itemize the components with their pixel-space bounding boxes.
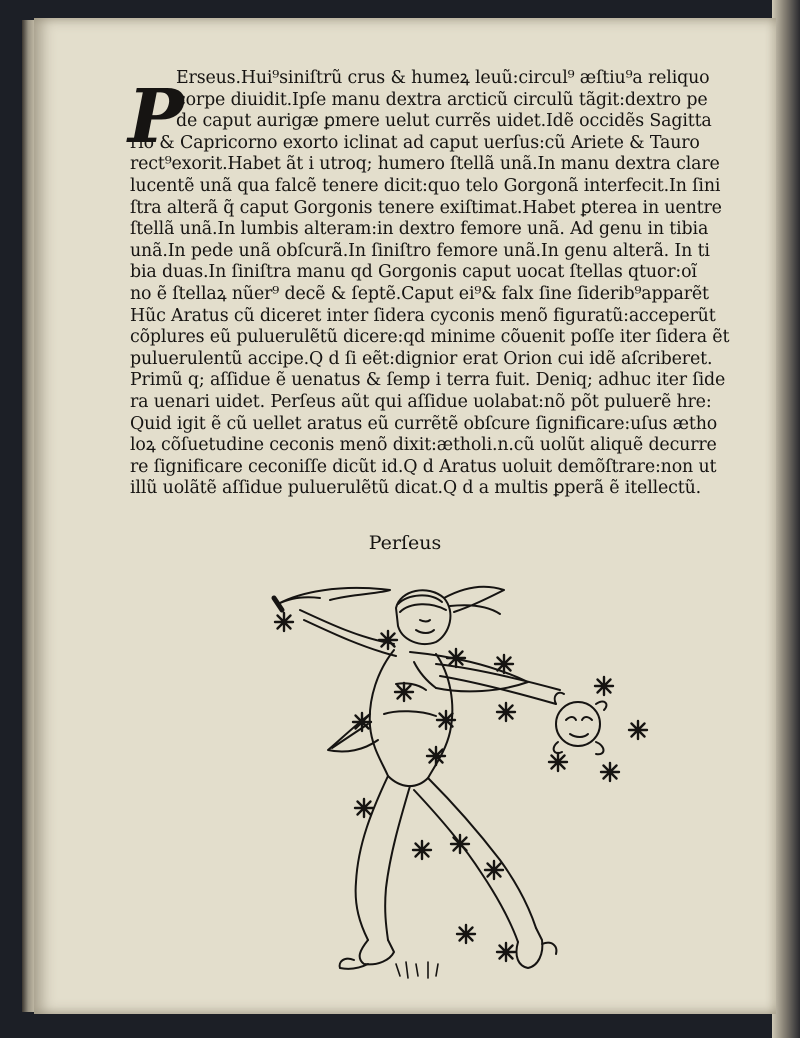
text-line: no ẽ ſtellaꝝ nũer⁹ decẽ & ſeptẽ.Caput ei⁹& falx ſine ſiderib⁹apparẽt: [130, 283, 709, 304]
text-line: ra uenari uidet. Perſeus aũt qui aſſidue uolabat:nõ põt puluerẽ hre:: [130, 391, 712, 412]
text-block: [130, 68, 750, 500]
text-line: de caput aurigæ ꝑmere uelut currẽs uidet.Idẽ occidẽs Sagitta: [176, 111, 712, 132]
figure-caption: Perſeus: [368, 532, 442, 554]
text-line: cõplures eũ puluerulẽtũ dicere:qd minime cõuenit poſſe iter ſidera ẽt: [130, 327, 730, 348]
text-line: rect⁹exorit.Habet ãt i utroq; humero ſtellã unã.In manu dextra clare: [130, 154, 720, 175]
text-line: Erseus.Hui⁹siniſtrũ crus & humeꝝ leuũ:circul⁹ æſtiu⁹a reliquo: [176, 68, 710, 88]
text-line: ſtra alterã q̃ caput Gorgonis tenere exiſtimat.Habet ꝑterea in uentre: [130, 197, 722, 218]
text-line: rio & Capricorno exorto iclinat ad caput uerſus:cũ Ariete & Tauro: [130, 132, 700, 153]
text-line: loꝝ cõſuetudine ceconis menõ dixit:ætholi.n.cũ uolũt aliquẽ decurre: [130, 435, 717, 456]
text-line: Hũc Aratus cũ diceret inter ſidera cyconis menõ figuratũ:acceperũt: [130, 305, 716, 326]
text-line: illũ uolãtẽ aſſidue puluerulẽtũ dicat.Q d a multis ꝑperã ẽ itellectũ.: [130, 478, 702, 499]
text-line: ſtellã unã.In lumbis alteram:in dextro femore unã. Ad genu in tibia: [130, 219, 709, 240]
right-page-edge: [772, 0, 800, 1038]
book-page: [34, 18, 776, 1014]
perseus-woodcut-illustration: [260, 564, 660, 984]
text-line: puluerulentũ accipe.Q d ſi eẽt:dignior erat Orion cui idẽ aſcriberet.: [130, 348, 713, 369]
drop-cap: P: [128, 74, 184, 160]
text-line: bia duas.In ſiniſtra manu qd Gorgonis caput uocat ſtellas qtuor:oĩ: [130, 262, 697, 283]
text-line: unã.In pede unã obſcurã.In ſiniſtro femore unã.In genu alterã. In ti: [130, 240, 710, 261]
text-line: lucentẽ unã qua falcẽ tenere dicit:quo telo Gorgonã interfecit.In ſini: [130, 175, 721, 196]
text-line: re ſignificare ceconiſſe dicũt id.Q d Aratus uoluit demõſtrare:non ut: [130, 456, 717, 477]
text-line: Primũ q; aſſidue ẽ uenatus & ſemp i terra fuit. Deniq; adhuc iter ſide: [130, 370, 726, 391]
text-line: Quid igit ẽ cũ uellet aratus eũ currẽtẽ obſcure ſignificare:uſus ætho: [130, 413, 718, 434]
text-line: corpe diuidit.Ipſe manu dextra arcticũ circulũ tãgit:dextro pe: [176, 89, 708, 110]
